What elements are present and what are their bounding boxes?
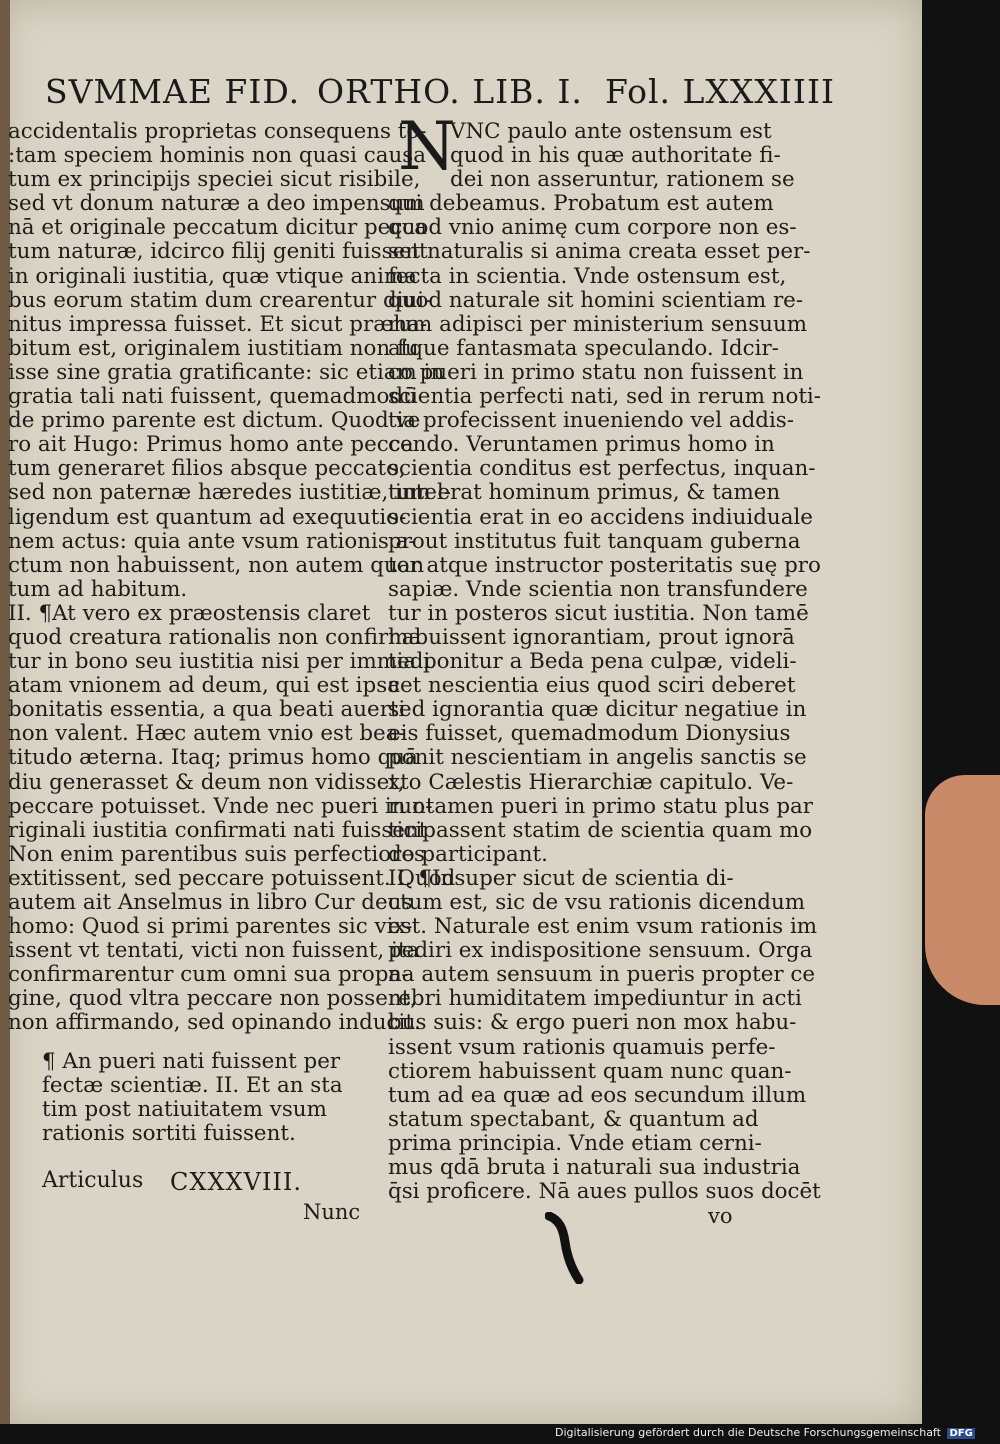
text-line: cendo. Veruntamen primus homo in [388,432,775,458]
text-line: riginali iustitia confirmati nati fuissent [8,817,428,843]
text-line: diu generasset & deum non vidisset, [8,769,405,795]
text-line: bitum est, originalem iustitiam non fu [8,335,419,361]
text-line: tum ad ea quæ ad eos secundum illum [388,1082,807,1108]
text-line: ro ait Hugo: Primus homo ante pecca [8,432,414,458]
text-line: tum erat hominum primus, & tamen [388,480,781,506]
text-line: fecta in scientia. Vnde ostensum est, [388,263,787,289]
text-line: titudo æterna. Itaq; primus homo quā [8,745,418,771]
question-line: tim post natiuitatem vsum [42,1097,327,1123]
text-line: tia ponitur a Beda pena culpæ, videli- [388,649,797,675]
text-line: prima principia. Vnde etiam cerni- [388,1130,762,1156]
text-line: q̄si proficere. Nā aues pullos suos docēt [388,1179,821,1205]
text-line: :tam speciem hominis non quasi causa [8,143,427,169]
text-line: peccare potuisset. Vnde nec pueri in o- [8,793,433,819]
text-line: in originali iustitia, quæ vtique anima [8,263,417,289]
text-line: VNC paulo ante ostensum est [450,119,772,144]
text-line: gratia tali nati fuissent, quemadmodū [8,384,417,410]
drop-cap-initial: N [398,108,456,185]
footer-text: Digitalisierung gefördert durch die Deutsche Forschungsgemeinschaft [555,1426,941,1439]
hand-holding-page [925,775,1000,1005]
text-line: II. ¶At vero ex præostensis claret [8,600,371,626]
question-line: rationis sortiti fuissent. [42,1121,296,1147]
text-line: atam vnionem ad deum, qui est ipsa [8,673,400,699]
left-text-column [8,119,456,1036]
ink-mark [545,1212,585,1284]
text-line: gine, quod vltra peccare non possent, [8,986,418,1012]
text-line: statum spectabant, & quantum ad [388,1106,759,1132]
text-line: issent vsum rationis quamuis perfe- [388,1034,776,1060]
text-line: dei non asseruntur, rationem se [450,167,795,193]
text-line: tum ad habitum. [8,576,188,602]
text-line: ctum non habuissent, non autem quan [8,552,425,578]
text-line: mus qdā bruta i naturali sua industria [388,1155,801,1181]
header-left: SVMMAE FID. [45,72,301,111]
text-line: issent vt tentati, victi non fuissent, ita [8,938,420,964]
text-line: de primo parente est dictum. Quod ve [8,408,421,434]
text-line: sed non paternæ hæredes iustitiæ, intel- [8,480,451,506]
text-line: qui debeamus. Probatum est autem [388,191,774,217]
text-line: quod in his quæ authoritate fi- [450,143,781,169]
text-line: quod creatura rationalis non confirma [8,624,422,650]
article-question [42,1050,362,1146]
text-line: accidentalis proprietas consequens to- [8,119,427,144]
header-middle: ORTHO. LIB. I. [317,72,583,111]
text-line: tor atque instructor posteritatis suę pro [388,552,821,578]
text-line: II. ¶Insuper sicut de scientia di- [388,865,734,891]
footer-credit [555,1426,997,1442]
text-line: eis fuisset, quemadmodum Dionysius [388,721,791,747]
text-line: nem actus: quia ante vsum rationis a- [8,528,416,554]
text-line: rebri humiditatem impediuntur in acti [388,986,802,1012]
article-label: Articulus [42,1168,144,1193]
text-line: bus suis: & ergo pueri non mox habu- [388,1010,797,1036]
text-line: tum naturæ, idcirco filij geniti fuissent [8,239,428,265]
text-line: prout institutus fuit tanquam guberna [388,528,801,554]
text-line: ponit nescientiam in angelis sanctis se [388,745,807,771]
text-line: bus eorum statim dum crearentur diui- [8,287,432,313]
text-line: set naturalis si anima creata esset per- [388,239,811,265]
text-line: tur in bono seu iustitia nisi per immedi [8,649,431,675]
text-line: ctum est, sic de vsu rationis dicendum [388,890,806,915]
text-line: sed ignorantia quæ dicitur negatiue in [388,697,807,723]
text-line: bonitatis essentia, a qua beati auerti [8,697,406,723]
text-line: nitus impressa fuisset. Et sicut præha- [8,311,428,337]
text-line: tur in posteros sicut iustitia. Non tamē [388,600,809,626]
text-line: atque fantasmata speculando. Idcir- [388,335,779,361]
text-line: sed vt donum naturæ a deo impensum [8,191,425,217]
text-line: xto Cælestis Hierarchiæ capitulo. Ve- [388,769,794,795]
folio-number: Fol. LXXXIIII [605,72,836,111]
text-line: confirmarentur cum omni sua propa- [8,962,409,988]
dfg-logo: DFG [949,1428,973,1439]
text-line: runtamen pueri in primo statu plus par [388,793,814,819]
text-line: ctiorem habuissent quam nunc quan- [388,1058,792,1084]
text-line: scientia erat in eo accidens indiuiduale [388,504,813,530]
text-line: tum generaret filios absque peccato, [8,456,406,482]
article-number: CXXXVIII. [170,1168,303,1196]
catchword-left: Nunc [303,1200,361,1224]
text-line: autem ait Anselmus in libro Cur deus [8,890,413,915]
text-line: tum ex principijs speciei sicut risibile, [8,167,421,193]
article-heading [42,1168,362,1196]
text-line: quod vnio animę cum corpore non es- [388,215,797,241]
text-line: isse sine gratia gratificante: sic etiam in [8,359,445,385]
text-line: sapiæ. Vnde scientia non transfundere [388,576,808,602]
text-line: tia profecissent inueniendo vel addis- [388,408,795,434]
question-line: fectæ scientiæ. II. Et an sta [42,1073,343,1099]
text-line: nā et originale peccatum dicitur pecca [8,215,428,241]
text-line: est. Naturale est enim vsum rationis im [388,914,818,940]
text-line: habuissent ignorantiam, prout ignorā [388,624,795,650]
text-line: non affirmando, sed opinando inducit. [8,1010,421,1036]
text-line: quod naturale sit homini scientiam re- [388,287,804,313]
text-line: do participant. [388,841,548,867]
text-line: ticipassent statim de scientia quam mo [388,817,813,843]
catchword-right: vo [708,1204,733,1228]
text-line: scientia conditus est perfectus, inquan- [388,456,816,482]
text-line: na autem sensuum in pueris propter ce [388,962,816,988]
text-line: cet nescientia eius quod sciri deberet [388,673,796,699]
text-line: extitissent, sed peccare potuissent. Quod [8,865,456,891]
text-line: non valent. Hæc autem vnio est bea- [8,721,406,747]
right-text-column [388,119,821,1205]
text-line: ligendum est quantum ad exequutio- [8,504,407,530]
text-line: rum adipisci per ministerium sensuum [388,311,808,337]
text-line: pediri ex indispositione sensuum. Orga [388,938,813,964]
text-line: co pueri in primo statu non fuissent in [388,359,804,385]
question-line: ¶ An pueri nati fuissent per [42,1049,341,1074]
text-line: homo: Quod si primi parentes sic vix- [8,914,413,940]
text-line: Non enim parentibus suis perfectiores [8,841,426,867]
text-line: scientia perfecti nati, sed in rerum noti- [388,384,821,410]
